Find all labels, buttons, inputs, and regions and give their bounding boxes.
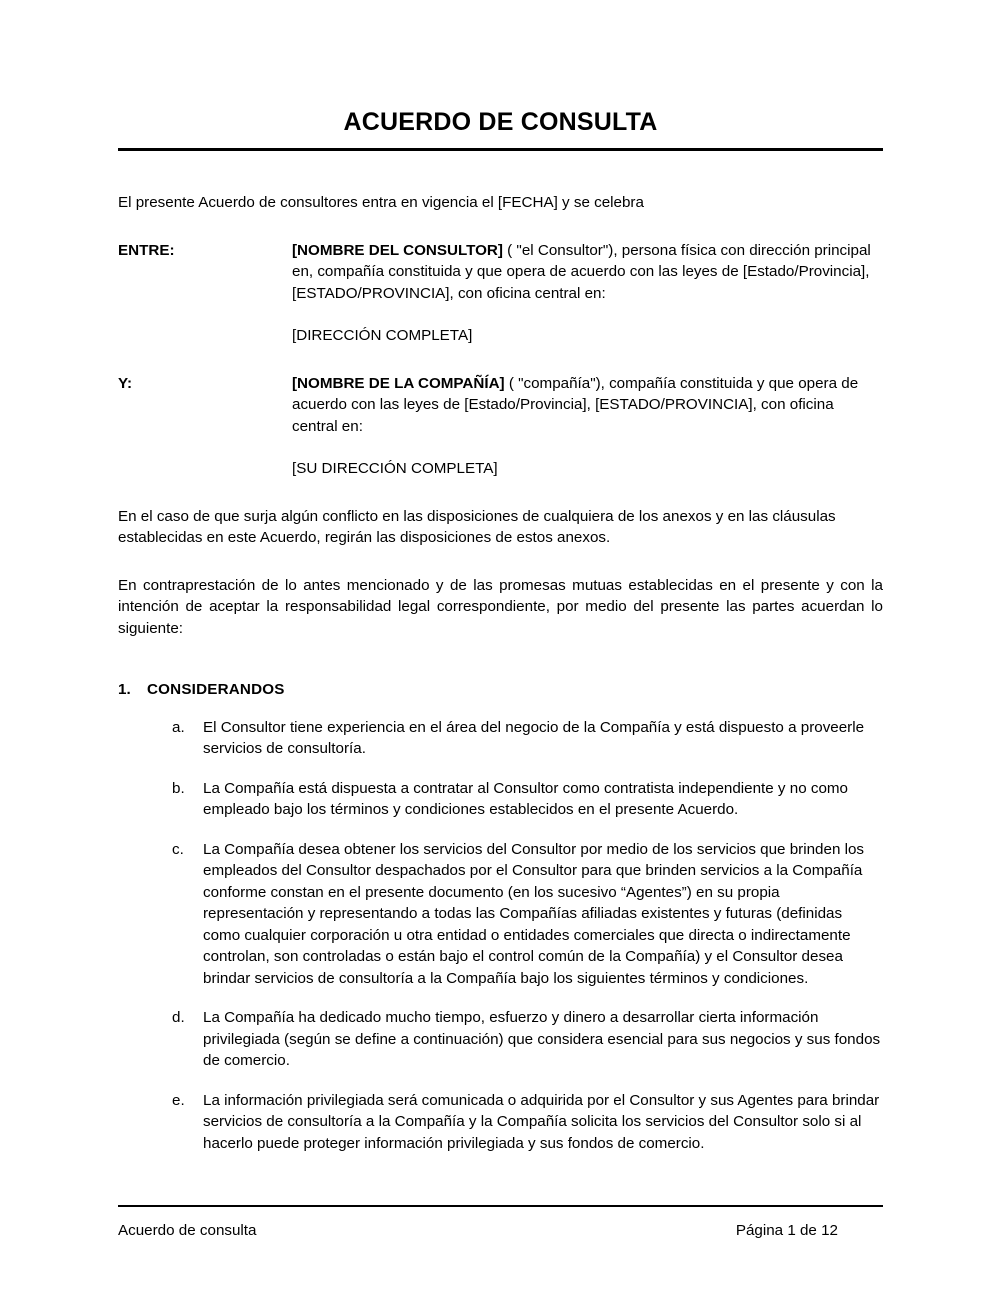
list-item (118, 778, 883, 821)
list-item-marker: b. (172, 779, 185, 797)
party-body-consultant (292, 240, 883, 347)
page-footer (118, 1205, 883, 1242)
footer-row (118, 1207, 883, 1242)
considerandos-list (118, 717, 883, 1155)
party-description-consultant: ( "el Consultor"), persona física con dirección principal en, compañía constituida y que opera de acuerdo con las leyes de [Estado/Provincia], [ESTADO/PROVINCIA], con oficina central en: (292, 241, 871, 302)
section-title: CONSIDERANDOS (147, 681, 285, 698)
party-label-y: Y: (118, 374, 133, 392)
title-divider (118, 148, 883, 151)
footer-page-number: Página 1 de 12 (735, 1222, 838, 1239)
party-address-consultant: [DIRECCIÓN COMPLETA] (292, 327, 473, 344)
section-number: 1. (118, 681, 131, 698)
party-definition (292, 240, 883, 305)
list-item (118, 839, 883, 990)
list-item-text: La Compañía desea obtener los servicios del Consultor por medio de los servicios que brinden los empleados del Consultor despachados por el Consultor para que brinden servicios a la Compañía conforme constan en el presente documento (en los sucesivo “Agentes”) en su propia representación y representando a todas las Compañías afiliadas existentes y futuras (definidas como cualquier corporación u otra entidad o entidades comerciales que directa o indirectamente controlan, son controladas o están bajo el control común de la Compañía) y el Consultor desea brindar servicios de consultoría a la Compañía bajo los siguientes términos y condiciones. (203, 840, 865, 987)
section-heading-considerandos (118, 679, 883, 701)
party-address-company: [SU DIRECCIÓN COMPLETA] (292, 460, 498, 477)
party-block-company (118, 373, 883, 480)
preamble-paragraph-1: En el caso de que surja algún conflicto en las disposiciones de cualquiera de los anexos y en las cláusulas establecidas en este Acuerdo, regirán las disposiciones de estos anexos. (118, 507, 836, 546)
list-item (118, 1090, 883, 1155)
party-name-consultant: [NOMBRE DEL CONSULTOR] (292, 241, 503, 259)
party-body-company (292, 373, 883, 480)
list-item-text: La información privilegiada será comunicada o adquirida por el Consultor y sus Agentes para brindar servicios de consultoría a la Compañía y la Compañía solicita los servicios del Consultor solo si al hacerlo puede proteger información privilegiada y sus fondos de comercio. (203, 1091, 880, 1152)
list-item (118, 717, 883, 760)
list-item-text: La Compañía ha dedicado mucho tiempo, esfuerzo y dinero a desarrollar cierta información privilegiada (según se define a continuación) que considera esencial para sus negocios y sus fondos de comercio. (203, 1009, 881, 1069)
intro-paragraph: El presente Acuerdo de consultores entra en vigencia el [FECHA] y se celebra (118, 194, 644, 211)
list-item-marker: c. (172, 840, 184, 858)
preamble-paragraph-2: En contraprestación de lo antes mencionado y de las promesas mutuas establecidas en el presente y con la intención de aceptar la responsabilidad legal correspondiente, por medio del presente las partes acuerdan lo siguiente: (118, 576, 883, 637)
list-item-marker: a. (172, 718, 185, 736)
party-description-company: ( "compañía"), compañía constituida y que opera de acuerdo con las leyes de [Estado/Provincia], [ESTADO/PROVINCIA], con oficina central en: (292, 374, 859, 435)
list-item-text: El Consultor tiene experiencia en el área del negocio de la Compañía y está dispuesto a proveerle servicios de consultoría. (203, 718, 865, 757)
party-block-consultant (118, 240, 883, 347)
party-definition (292, 373, 883, 438)
document-body (118, 0, 883, 1154)
list-item-marker: e. (172, 1091, 185, 1109)
list-item (118, 1007, 883, 1072)
party-name-company: [NOMBRE DE LA COMPAÑÍA] (292, 374, 505, 392)
page-title: ACUERDO DE CONSULTA (343, 108, 658, 136)
party-label-entre: ENTRE: (118, 241, 175, 259)
footer-document-name: Acuerdo de consulta (118, 1222, 257, 1239)
list-item-marker: d. (172, 1009, 185, 1026)
list-item-text: La Compañía está dispuesta a contratar al Consultor como contratista independiente y no como empleado bajo los términos y condiciones establecidos en el presente Acuerdo. (203, 779, 849, 818)
